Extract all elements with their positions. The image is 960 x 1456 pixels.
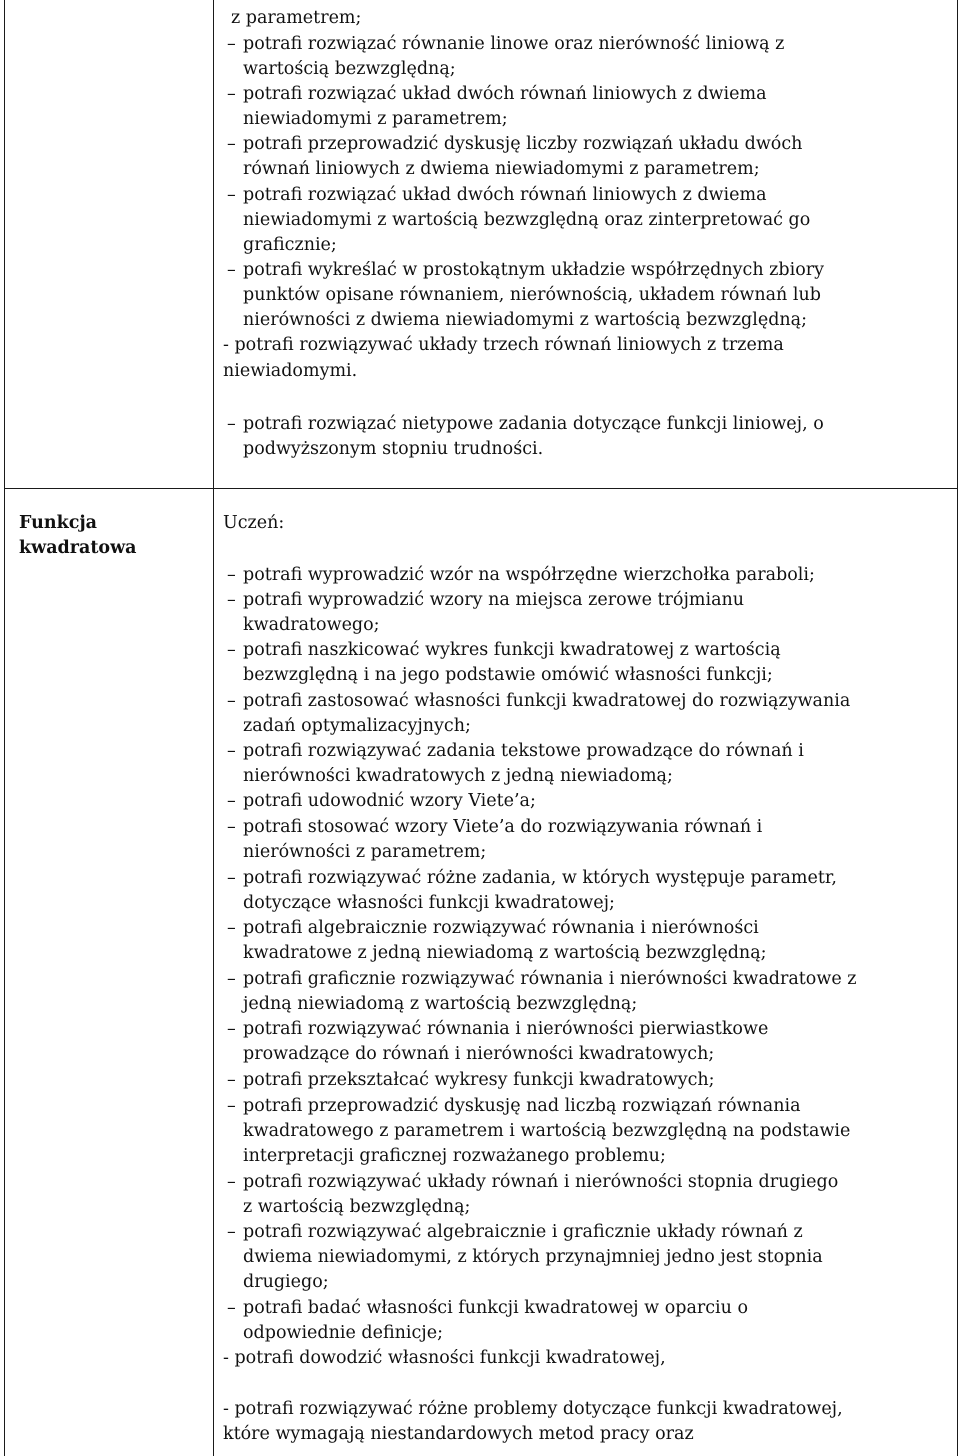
bullet-dash: –: [227, 565, 236, 585]
requirement-line: potrafi wyprowadzić wzór na współrzędne wierzchołka paraboli;: [243, 565, 815, 585]
requirement-line: potrafi naszkicować wykres funkcji kwadratowej z wartością: [243, 640, 781, 660]
requirement-line: drugiego;: [243, 1272, 329, 1292]
bullet-dash: –: [227, 691, 236, 711]
requirement-line: potrafi udowodnić wzory Viete’a;: [243, 791, 536, 811]
bullet-dash: –: [227, 84, 236, 104]
bullet-dash: –: [227, 34, 236, 54]
requirement-line: niewiadomymi.: [223, 361, 358, 381]
requirement-line: niewiadomymi z wartością bezwzględną oraz zinterpretować go: [243, 210, 811, 230]
requirement-line: potrafi rozwiązywać zadania tekstowe prowadzące do równań i: [243, 741, 804, 761]
requirement-line: jedną niewiadomą z wartością bezwzględną;: [243, 994, 638, 1014]
bullet-dash: –: [227, 791, 236, 811]
bullet-dash: –: [227, 414, 236, 434]
requirement-line: potrafi badać własności funkcji kwadratowej w oparciu o: [243, 1298, 749, 1318]
requirement-line: potrafi rozwiązywać algebraicznie i graficznie układy równań z: [243, 1222, 803, 1242]
requirement-line: potrafi rozwiązać nietypowe zadania dotyczące funkcji liniowej, o: [243, 414, 824, 434]
requirement-line: potrafi przeprowadzić dyskusję liczby rozwiązań układu dwóch: [243, 134, 803, 154]
bullet-dash: –: [227, 918, 236, 938]
requirement-line: potrafi rozwiązać układ dwóch równań liniowych z dwiema: [243, 84, 767, 104]
requirement-line: niewiadomymi z parametrem;: [243, 109, 508, 129]
requirement-line: - potrafi rozwiązywać układy trzech równań liniowych z trzema: [223, 335, 784, 355]
bullet-dash: –: [227, 640, 236, 660]
requirement-line: punktów opisane równaniem, nierównością, układem równań lub: [243, 285, 821, 305]
requirement-line: dotyczące własności funkcji kwadratowej;: [243, 893, 615, 913]
requirement-line: nierówności kwadratowych z jedną niewiadomą;: [243, 766, 673, 786]
bullet-dash: –: [227, 741, 236, 761]
bullet-dash: –: [227, 590, 236, 610]
bullet-dash: –: [227, 1096, 236, 1116]
bullet-dash: –: [227, 134, 236, 154]
bullet-dash: –: [227, 1172, 236, 1192]
curriculum-table: [4, 0, 958, 1456]
requirement-line: odpowiednie definicje;: [243, 1323, 443, 1343]
requirement-line: potrafi przekształcać wykresy funkcji kwadratowych;: [243, 1070, 715, 1090]
requirement-line: nierówności z dwiema niewiadomymi z wartością bezwzględną;: [243, 310, 808, 330]
requirement-line: nierówności z parametrem;: [243, 842, 487, 862]
requirement-line: podwyższonym stopniu trudności.: [243, 439, 544, 459]
requirement-line: kwadratowe z jedną niewiadomą z wartością bezwzględną;: [243, 943, 767, 963]
requirement-line: - potrafi dowodzić własności funkcji kwadratowej,: [223, 1348, 666, 1368]
requirement-line: potrafi rozwiązywać równania i nierówności pierwiastkowe: [243, 1019, 769, 1039]
requirement-line: potrafi rozwiązać równanie linowe oraz nierówność liniową z: [243, 34, 785, 54]
bullet-dash: –: [227, 868, 236, 888]
requirement-line: interpretacji graficznej rozważanego problemu;: [243, 1146, 666, 1166]
requirement-line: - potrafi rozwiązywać różne problemy dotyczące funkcji kwadratowej,: [223, 1399, 843, 1419]
requirement-line: potrafi przeprowadzić dyskusję nad liczbą rozwiązań równania: [243, 1096, 801, 1116]
row-divider: [5, 488, 957, 489]
bullet-dash: –: [227, 185, 236, 205]
column-divider: [213, 0, 214, 1456]
requirement-line: równań liniowych z dwiema niewiadomymi z parametrem;: [243, 159, 760, 179]
bullet-dash: –: [227, 817, 236, 837]
topic-title: Funkcja: [19, 513, 98, 533]
requirement-line: zadań optymalizacyjnych;: [243, 716, 471, 736]
requirement-line: potrafi algebraicznie rozwiązywać równania i nierówności: [243, 918, 759, 938]
requirement-line: potrafi graficznie rozwiązywać równania i nierówności kwadratowe z: [243, 969, 857, 989]
bullet-dash: –: [227, 260, 236, 280]
bullet-dash: –: [227, 1298, 236, 1318]
requirement-line: kwadratowego z parametrem i wartością bezwzględną na podstawie: [243, 1121, 851, 1141]
requirement-line: prowadzące do równań i nierówności kwadratowych;: [243, 1044, 715, 1064]
requirement-line: graficznie;: [243, 235, 337, 255]
requirement-line: bezwzględną i na jego podstawie omówić własności funkcji;: [243, 665, 773, 685]
section-intro: Uczeń:: [223, 513, 285, 533]
requirement-line: z parametrem;: [231, 8, 362, 28]
requirement-line: potrafi rozwiązywać układy równań i nierówności stopnia drugiego: [243, 1172, 839, 1192]
bullet-dash: –: [227, 1070, 236, 1090]
requirement-line: kwadratowego;: [243, 615, 380, 635]
requirement-line: potrafi stosować wzory Viete’a do rozwiązywania równań i: [243, 817, 763, 837]
requirement-line: potrafi wyprowadzić wzory na miejsca zerowe trójmianu: [243, 590, 745, 610]
topic-title: kwadratowa: [19, 538, 137, 558]
requirement-line: potrafi rozwiązywać różne zadania, w których występuje parametr,: [243, 868, 837, 888]
requirement-line: z wartością bezwzględną;: [243, 1197, 471, 1217]
requirement-line: dwiema niewiadomymi, z których przynajmniej jedno jest stopnia: [243, 1247, 823, 1267]
requirement-line: potrafi wykreślać w prostokątnym układzie współrzędnych zbiory: [243, 260, 824, 280]
bullet-dash: –: [227, 1019, 236, 1039]
requirement-line: które wymagają niestandardowych metod pracy oraz: [223, 1424, 694, 1444]
requirement-line: wartością bezwzględną;: [243, 59, 456, 79]
requirement-line: potrafi zastosować własności funkcji kwadratowej do rozwiązywania: [243, 691, 851, 711]
requirement-line: potrafi rozwiązać układ dwóch równań liniowych z dwiema: [243, 185, 767, 205]
bullet-dash: –: [227, 1222, 236, 1242]
bullet-dash: –: [227, 969, 236, 989]
